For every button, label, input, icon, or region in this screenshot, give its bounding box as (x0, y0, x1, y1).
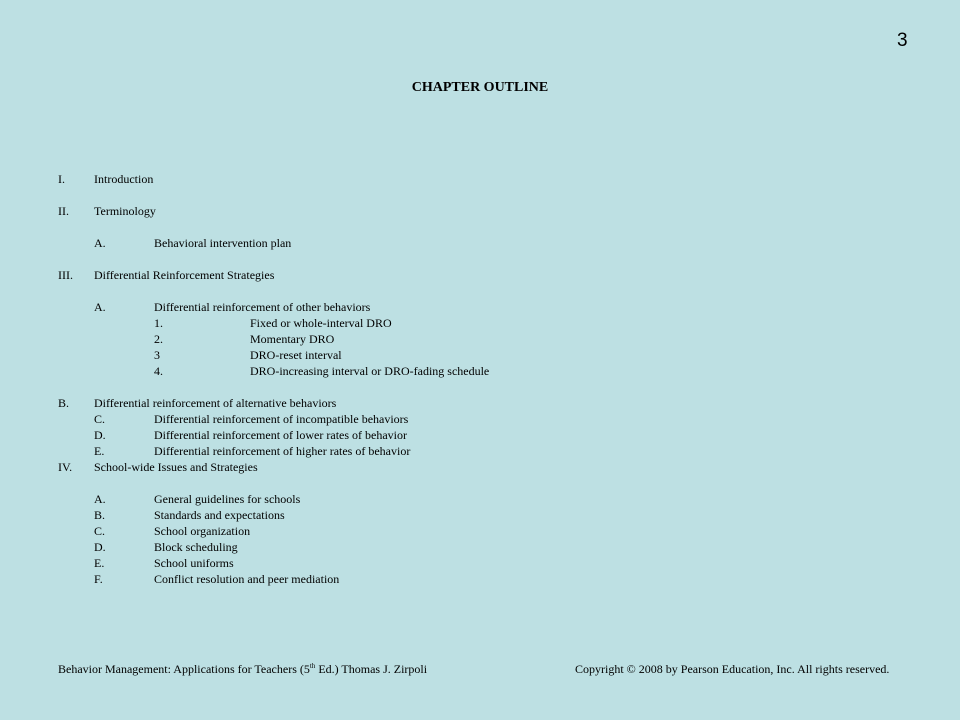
outline-text: School uniforms (154, 556, 234, 570)
outline-label: 1. (154, 316, 163, 330)
footer-edition-superscript: th (309, 662, 316, 670)
footer-book-citation (58, 662, 427, 677)
outline-text: Behavioral intervention plan (154, 236, 292, 250)
outline-label: 4. (154, 364, 163, 378)
outline-text: Differential reinforcement of higher rates of behavior (154, 444, 411, 458)
outline-text: Differential reinforcement of lower rates of behavior (154, 428, 407, 442)
footer-citation-end: Ed.) Thomas J. Zirpoli (315, 662, 428, 676)
page-number: 3 (897, 30, 908, 51)
outline-label: C. (94, 412, 106, 426)
outline-label: E. (94, 556, 105, 570)
chapter-title: CHAPTER OUTLINE (411, 80, 549, 95)
outline-text: Differential reinforcement of incompatible behaviors (154, 412, 409, 426)
outline-text: Momentary DRO (250, 332, 335, 346)
outline-label: A. (94, 492, 106, 506)
outline-label: B. (58, 396, 70, 410)
outline-text: Standards and expectations (154, 508, 285, 522)
outline-text: School-wide Issues and Strategies (94, 460, 258, 474)
outline-text: School organization (154, 524, 251, 538)
outline-label: D. (94, 428, 106, 442)
outline-label: III. (58, 268, 73, 282)
outline-text: Differential reinforcement of alternative behaviors (94, 396, 337, 410)
outline-label: E. (94, 444, 105, 458)
outline-text: Differential Reinforcement Strategies (94, 268, 275, 282)
outline-text: Conflict resolution and peer mediation (154, 572, 340, 586)
outline-label: 3 (154, 348, 160, 362)
outline-text: DRO-increasing interval or DRO-fading schedule (250, 364, 490, 378)
outline-text: Fixed or whole-interval DRO (250, 316, 392, 330)
outline-label: 2. (154, 332, 163, 346)
outline-label: D. (94, 540, 106, 554)
outline-label: II. (58, 204, 69, 218)
outline-label: IV. (58, 460, 73, 474)
outline-label: I. (58, 172, 65, 186)
outline-text: Block scheduling (154, 540, 238, 554)
outline-text: DRO-reset interval (250, 348, 342, 362)
footer-citation-start: Behavior Management: Applications for Teachers (5 (58, 662, 310, 676)
outline-text: General guidelines for schools (154, 492, 301, 506)
footer-copyright: Copyright © 2008 by Pearson Education, Inc. All rights reserved. (575, 662, 890, 676)
outline-text: Differential reinforcement of other behaviors (154, 300, 371, 314)
outline-text: Introduction (94, 172, 154, 186)
outline-label: A. (94, 300, 106, 314)
outline-label: A. (94, 236, 106, 250)
outline-text: Terminology (94, 204, 156, 218)
outline-label: C. (94, 524, 106, 538)
outline-label: F. (94, 572, 103, 586)
outline-label: B. (94, 508, 106, 522)
